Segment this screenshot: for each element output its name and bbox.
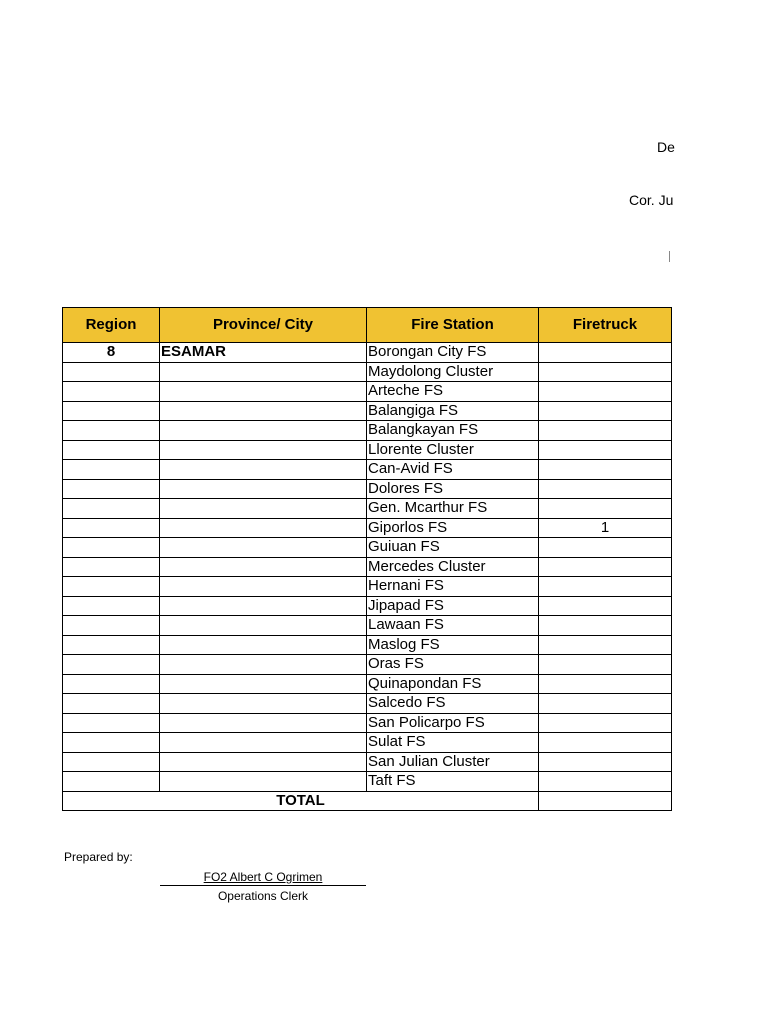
table-row [63, 538, 672, 558]
cell-region [63, 655, 160, 675]
cell-province [160, 596, 367, 616]
cell-region [63, 538, 160, 558]
cell-province [160, 382, 367, 402]
cell-firetruck [539, 674, 672, 694]
cell-region [63, 713, 160, 733]
cell-province [160, 674, 367, 694]
cell-fire-station: Guiuan FS [367, 538, 539, 558]
cell-firetruck [539, 694, 672, 714]
table-row [63, 479, 672, 499]
cell-firetruck [539, 655, 672, 675]
signatory-name: FO2 Albert C Ogrimen [203, 870, 323, 884]
header-text-2: Cor. Ju [629, 192, 674, 208]
table-row [63, 596, 672, 616]
cell-fire-station: Giporlos FS [367, 518, 539, 538]
cell-province [160, 460, 367, 480]
table-row [63, 382, 672, 402]
cell-province [160, 655, 367, 675]
cell-region [63, 479, 160, 499]
cell-province [160, 713, 367, 733]
cell-province [160, 752, 367, 772]
cell-region [63, 674, 160, 694]
table-row [63, 674, 672, 694]
column-header-province: Province/ City [160, 308, 367, 343]
cell-firetruck [539, 421, 672, 441]
table-row [63, 694, 672, 714]
cell-fire-station: Balangiga FS [367, 401, 539, 421]
cell-firetruck [539, 733, 672, 753]
table-row [63, 518, 672, 538]
signatory-title: Operations Clerk [217, 889, 309, 903]
cell-firetruck [539, 752, 672, 772]
table-row [63, 733, 672, 753]
total-label: TOTAL [63, 791, 539, 811]
cell-fire-station: Jipapad FS [367, 596, 539, 616]
table-row [63, 460, 672, 480]
signature-line [160, 885, 366, 886]
cell-firetruck [539, 616, 672, 636]
cell-region [63, 421, 160, 441]
cell-firetruck [539, 499, 672, 519]
cell-fire-station: Maydolong Cluster [367, 362, 539, 382]
cell-fire-station: Salcedo FS [367, 694, 539, 714]
cell-province: ESAMAR [160, 343, 367, 363]
table-row [63, 577, 672, 597]
cell-region [63, 557, 160, 577]
cell-firetruck [539, 557, 672, 577]
cell-region [63, 635, 160, 655]
cell-region [63, 616, 160, 636]
column-header-fire-station: Fire Station [367, 308, 539, 343]
prepared-by-label: Prepared by: [64, 850, 133, 864]
cell-fire-station: Borongan City FS [367, 343, 539, 363]
cell-fire-station: Arteche FS [367, 382, 539, 402]
cell-province [160, 401, 367, 421]
table-row [63, 635, 672, 655]
cell-firetruck [539, 401, 672, 421]
cell-firetruck [539, 382, 672, 402]
cell-province [160, 557, 367, 577]
cell-firetruck [539, 479, 672, 499]
cell-firetruck [539, 440, 672, 460]
cell-province [160, 421, 367, 441]
cell-region [63, 577, 160, 597]
cell-region: 8 [63, 343, 160, 363]
cell-firetruck [539, 635, 672, 655]
cell-province [160, 440, 367, 460]
cell-province [160, 518, 367, 538]
cell-province [160, 577, 367, 597]
cell-region [63, 596, 160, 616]
table-row [63, 772, 672, 792]
table-header-row [63, 308, 672, 343]
cell-province [160, 733, 367, 753]
cell-fire-station: Hernani FS [367, 577, 539, 597]
cell-fire-station: San Policarpo FS [367, 713, 539, 733]
cell-fire-station: Balangkayan FS [367, 421, 539, 441]
cell-firetruck [539, 460, 672, 480]
cell-region [63, 460, 160, 480]
cell-region [63, 752, 160, 772]
cell-fire-station: Maslog FS [367, 635, 539, 655]
cell-firetruck [539, 343, 672, 363]
header-line-2 [0, 192, 672, 210]
cell-fire-station: Quinapondan FS [367, 674, 539, 694]
cell-fire-station: Mercedes Cluster [367, 557, 539, 577]
cell-province [160, 772, 367, 792]
table-row [63, 713, 672, 733]
cell-fire-station: Lawaan FS [367, 616, 539, 636]
table-body [63, 343, 672, 792]
cell-region [63, 499, 160, 519]
cell-firetruck: 1 [539, 518, 672, 538]
cell-province [160, 499, 367, 519]
firetruck-table [62, 307, 672, 811]
cell-region [63, 772, 160, 792]
cell-province [160, 635, 367, 655]
header-fragment-mark [669, 251, 670, 262]
cell-fire-station: Gen. Mcarthur FS [367, 499, 539, 519]
table-row [63, 499, 672, 519]
header-line-1 [0, 139, 675, 157]
column-header-firetruck: Firetruck [539, 308, 672, 343]
cell-province [160, 694, 367, 714]
table-row [63, 616, 672, 636]
cell-region [63, 733, 160, 753]
cell-fire-station: Dolores FS [367, 479, 539, 499]
cell-region [63, 440, 160, 460]
table-row [63, 343, 672, 363]
cell-province [160, 362, 367, 382]
cell-region [63, 694, 160, 714]
table-row [63, 752, 672, 772]
cell-firetruck [539, 713, 672, 733]
cell-firetruck [539, 577, 672, 597]
cell-province [160, 479, 367, 499]
table-row [63, 557, 672, 577]
cell-province [160, 616, 367, 636]
table-row [63, 362, 672, 382]
total-value [539, 791, 672, 811]
cell-fire-station: Taft FS [367, 772, 539, 792]
cell-firetruck [539, 538, 672, 558]
cell-firetruck [539, 596, 672, 616]
cell-fire-station: Sulat FS [367, 733, 539, 753]
column-header-region: Region [63, 308, 160, 343]
cell-region [63, 401, 160, 421]
table-row [63, 401, 672, 421]
table-row [63, 655, 672, 675]
cell-region [63, 382, 160, 402]
header-text-1: De [657, 139, 675, 155]
cell-fire-station: Can-Avid FS [367, 460, 539, 480]
cell-fire-station: Llorente Cluster [367, 440, 539, 460]
table-row [63, 440, 672, 460]
cell-province [160, 538, 367, 558]
cell-fire-station: San Julian Cluster [367, 752, 539, 772]
cell-firetruck [539, 362, 672, 382]
cell-fire-station: Oras FS [367, 655, 539, 675]
cell-region [63, 518, 160, 538]
cell-firetruck [539, 772, 672, 792]
table-row [63, 421, 672, 441]
cell-region [63, 362, 160, 382]
total-row [63, 791, 672, 811]
